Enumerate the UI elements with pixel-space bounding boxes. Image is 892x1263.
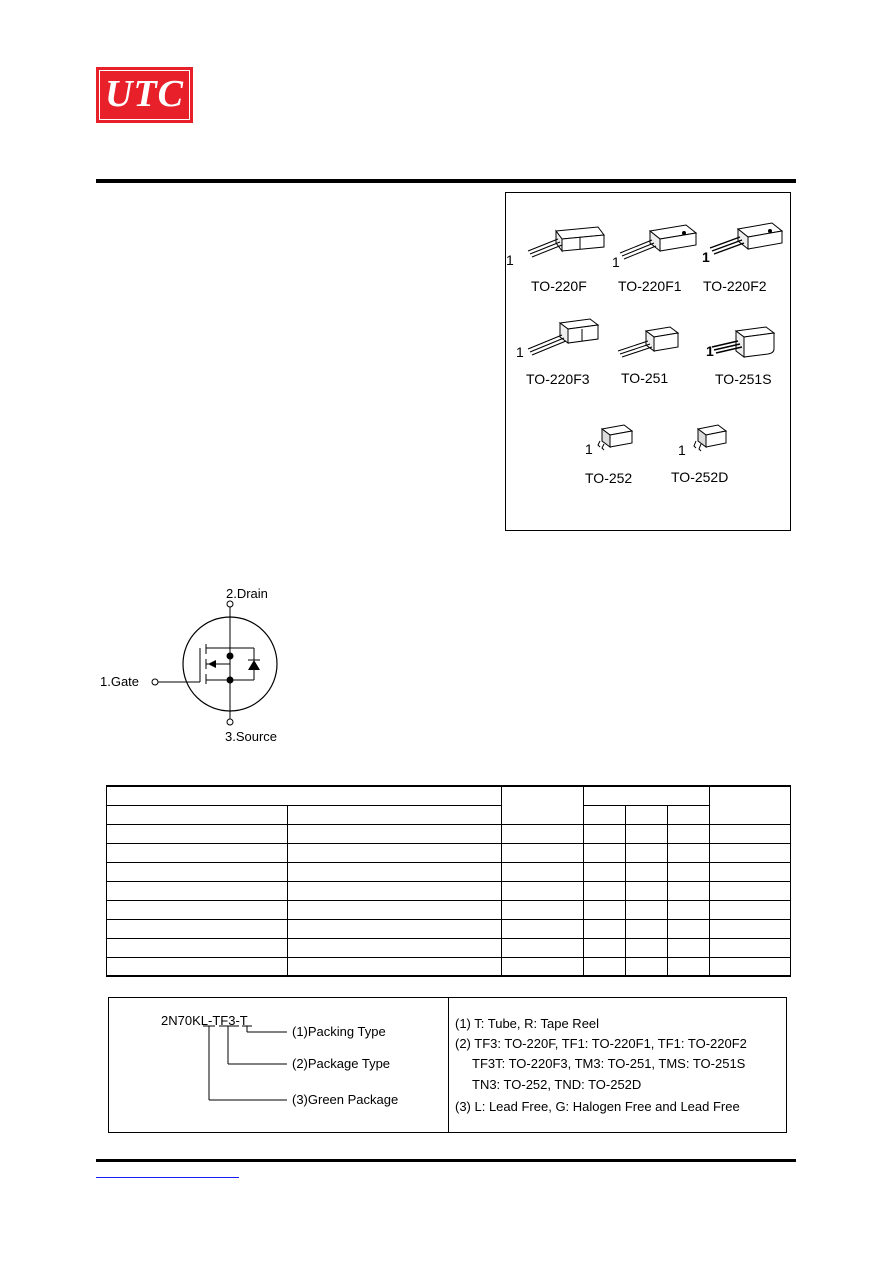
table-cell [668,805,710,824]
to251-drawing [612,325,692,363]
header-rule [96,179,796,183]
footer-rule [96,1159,796,1162]
table-row [107,900,791,919]
table-row [107,824,791,843]
drain-label: 2.Drain [226,586,268,601]
table-row [107,862,791,881]
package-label-to220f3: TO-220F3 [526,371,590,387]
part-number-prefix: 2N70KL- [161,1013,213,1028]
table-row [107,881,791,900]
pin1-marker: 1 [702,249,710,265]
to252-drawing [588,419,638,455]
table-cell [584,805,626,824]
table-header-row [107,786,791,805]
part-number-suffix: -T [235,1013,248,1028]
to220f3-drawing [520,317,610,361]
table-row [107,919,791,938]
footer-link[interactable] [96,1177,239,1178]
utc-logo [96,67,193,123]
table-cell [584,786,710,805]
package-outline-box [505,192,791,531]
ratings-table [106,785,791,977]
ordering-divider [448,998,449,1132]
table-row [107,957,791,976]
table-cell [502,786,584,824]
pin1-marker: 1 [585,441,593,457]
ordering-note: (3) L: Lead Free, G: Halogen Free and Lead Free [455,1099,740,1114]
table-row [107,843,791,862]
pin1-marker: 1 [678,442,686,458]
pin1-marker: 1 [516,344,524,360]
ordering-lead-lines [109,998,448,1132]
pin1-marker: 1 [612,254,620,270]
logo-text: UTC [105,73,184,115]
ordering-note: TN3: TO-252, TND: TO-252D [472,1077,642,1092]
pin1-marker: 1 [706,343,714,359]
package-label-to251s: TO-251S [715,371,772,387]
ordering-info-box [108,997,787,1133]
source-label: 3.Source [225,729,278,744]
ordering-note: TF3T: TO-220F3, TM3: TO-251, TMS: TO-251S [472,1056,746,1071]
to251s-drawing [706,325,786,363]
package-label-to251: TO-251 [621,370,669,386]
ordering-note: (2) TF3: TO-220F, TF1: TO-220F1, TF1: TO-220F2 [455,1036,747,1051]
to220f1-drawing [614,221,704,265]
table-header-row [107,805,791,824]
ordering-part-number [161,1013,248,1028]
ordering-note: (1) T: Tube, R: Tape Reel [455,1016,600,1031]
package-label-to220f2: TO-220F2 [703,278,767,294]
pin1-marker: 1 [506,252,514,268]
package-label-to220f: TO-220F [531,278,587,294]
to220f2-drawing [702,219,792,263]
to220f-drawing [520,221,610,265]
to252d-drawing [684,419,734,455]
table-cell [107,786,502,805]
mosfet-symbol [96,580,296,750]
table-cell [288,805,502,824]
package-type-label: (2)Package Type [292,1056,391,1071]
package-label-to220f1: TO-220F1 [618,278,682,294]
table-row [107,938,791,957]
part-number-package: TF3 [212,1013,236,1028]
table-cell [107,805,288,824]
packing-type-label: (1)Packing Type [292,1024,386,1039]
gate-label: 1.Gate [100,674,140,689]
package-label-to252d: TO-252D [671,469,729,485]
table-cell [710,786,791,824]
package-label-to252: TO-252 [585,470,633,486]
green-package-label: (3)Green Package [292,1092,399,1107]
table-cell [626,805,668,824]
